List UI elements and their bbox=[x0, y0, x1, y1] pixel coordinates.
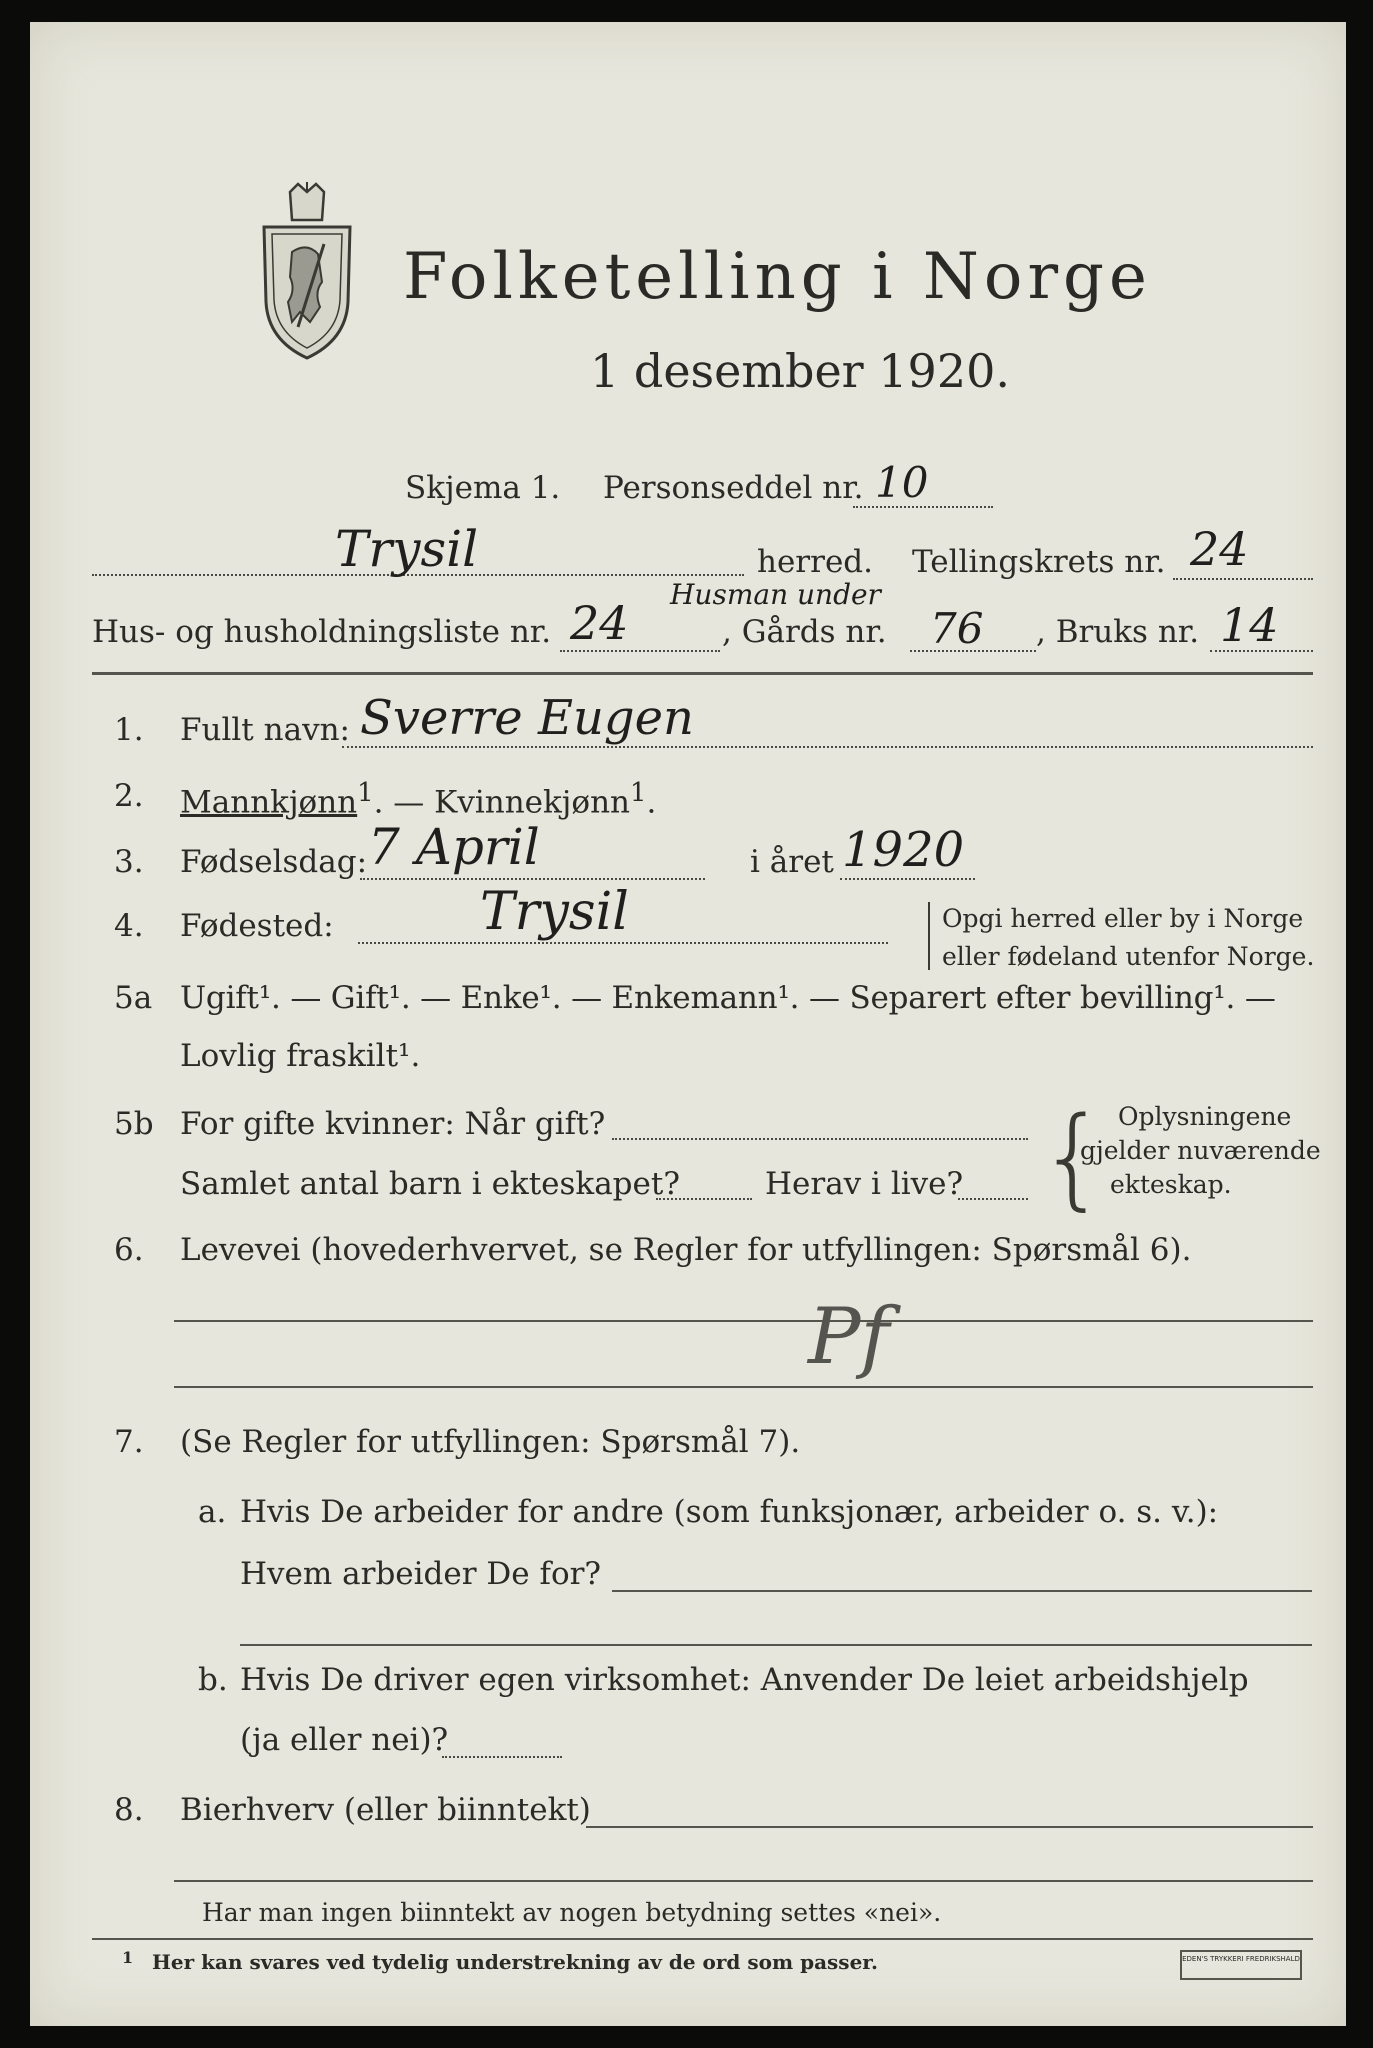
household-annotation: Husman under bbox=[670, 578, 881, 611]
schema-label: Skjema 1. bbox=[405, 470, 561, 506]
q2-options: Mannkjønn$^1$. — Kvinnekjønn$^1$. bbox=[180, 778, 657, 821]
q7b-line2: (ja eller nei)? bbox=[240, 1722, 449, 1758]
footnote-text: Her kan svares ved tydelig understrekning av de ord som passer. bbox=[152, 1950, 878, 1974]
q7a-answer-line2 bbox=[240, 1644, 1312, 1646]
q5b-note-line2: gjelder nuværende bbox=[1080, 1136, 1321, 1165]
q5a-options-line2: Lovlig fraskilt¹. bbox=[180, 1038, 421, 1074]
footnote-mark: 1 bbox=[122, 1948, 134, 1967]
q3-number: 3. bbox=[114, 844, 144, 880]
q2-end: . bbox=[646, 784, 657, 821]
q7a-line2: Hvem arbeider De for? bbox=[240, 1556, 602, 1592]
q5b-alive-label: Herav i live? bbox=[765, 1166, 964, 1202]
q8-answer-line2 bbox=[174, 1880, 1313, 1882]
q7a-line1: Hvis De arbeider for andre (som funksjonær, arbeider o. s. v.): bbox=[240, 1494, 1219, 1530]
q4-note-line1: Opgi herred eller by i Norge bbox=[942, 904, 1304, 933]
bottom-note: Har man ingen biinntekt av nogen betydning settes «nei». bbox=[202, 1898, 942, 1927]
q4-line bbox=[358, 942, 888, 944]
q5b-children-label: Samlet antal barn i ekteskapet? bbox=[180, 1166, 680, 1202]
tellingskrets-value[interactable]: 24 bbox=[1190, 522, 1249, 576]
q5b-note-line3: ekteskap. bbox=[1110, 1170, 1232, 1199]
footnote-divider bbox=[92, 1938, 1313, 1940]
q5b-married-line bbox=[612, 1138, 1028, 1140]
household-list-value[interactable]: 24 bbox=[570, 596, 629, 650]
q5b-alive-line bbox=[958, 1198, 1028, 1200]
q2-separator: . — bbox=[373, 784, 435, 821]
q5b-number: 5b bbox=[114, 1106, 154, 1142]
q3-year-value[interactable]: 1920 bbox=[842, 822, 965, 878]
q7b-line1: Hvis De driver egen virksomhet: Anvender De leiet arbeidshjelp bbox=[240, 1662, 1249, 1698]
q3-date-line bbox=[360, 878, 705, 880]
household-list-label: Hus- og husholdningsliste nr. bbox=[92, 614, 552, 650]
q1-line bbox=[342, 746, 1313, 748]
q6-answer-line1 bbox=[174, 1320, 1313, 1322]
q5a-number: 5a bbox=[114, 980, 153, 1016]
q7a-letter: a. bbox=[198, 1494, 227, 1530]
bruks-label: , Bruks nr. bbox=[1036, 614, 1200, 650]
q7-label: (Se Regler for utfyllingen: Spørsmål 7). bbox=[180, 1424, 801, 1460]
q5b-children-line bbox=[656, 1198, 752, 1200]
printer-stamp: EDEN'S TRYKKERI FREDRIKSHALD bbox=[1180, 1950, 1302, 1980]
norwegian-coat-of-arms-icon bbox=[252, 182, 362, 362]
q8-answer-line1 bbox=[586, 1826, 1313, 1828]
q4-note-bracket bbox=[928, 902, 930, 970]
q5b-note-line1: Oplysningene bbox=[1118, 1102, 1292, 1131]
q3-year-label: i året bbox=[750, 844, 834, 880]
q4-value[interactable]: Trysil bbox=[480, 882, 629, 942]
census-form-page bbox=[30, 22, 1346, 2026]
gards-value[interactable]: 76 bbox=[930, 604, 984, 653]
q1-number: 1. bbox=[114, 712, 144, 748]
form-date: 1 desember 1920. bbox=[590, 344, 1010, 398]
personseddel-value[interactable]: 10 bbox=[875, 458, 929, 507]
form-title: Folketelling i Norge bbox=[403, 240, 1152, 314]
tellingskrets-line bbox=[1173, 578, 1313, 580]
q5b-line1: For gifte kvinner: Når gift? bbox=[180, 1106, 606, 1142]
q7b-letter: b. bbox=[198, 1662, 228, 1698]
q4-number: 4. bbox=[114, 908, 144, 944]
q8-number: 8. bbox=[114, 1792, 144, 1828]
q7-number: 7. bbox=[114, 1424, 144, 1460]
personseddel-label: Personseddel nr. bbox=[603, 470, 864, 506]
q4-label: Fødested: bbox=[180, 908, 334, 944]
q1-value[interactable]: Sverre Eugen bbox=[360, 690, 694, 746]
herred-label: herred. bbox=[757, 544, 873, 580]
q6-value[interactable]: Pf bbox=[808, 1292, 890, 1382]
q8-label: Bierhverv (eller biinntekt) bbox=[180, 1792, 591, 1828]
q4-note-line2: eller fødeland utenfor Norge. bbox=[942, 942, 1315, 971]
q2-female-option[interactable]: Kvinnekjønn bbox=[434, 784, 631, 821]
q1-label: Fullt navn: bbox=[180, 712, 350, 748]
tellingskrets-label: Tellingskrets nr. bbox=[912, 544, 1166, 580]
household-list-line bbox=[560, 650, 720, 652]
q6-label: Levevei (hovederhvervet, se Regler for utfyllingen: Spørsmål 6). bbox=[180, 1232, 1192, 1268]
bruks-value[interactable]: 14 bbox=[1220, 598, 1279, 652]
q3-label: Fødselsdag: bbox=[180, 844, 368, 880]
q5b-note-brace: { bbox=[1038, 1093, 1108, 1221]
q7b-line bbox=[442, 1756, 562, 1758]
header-divider bbox=[92, 672, 1313, 675]
herred-value[interactable]: Trysil bbox=[335, 520, 479, 578]
q2-number: 2. bbox=[114, 778, 144, 814]
q3-date-value[interactable]: 7 April bbox=[368, 818, 540, 876]
q2-male-option[interactable]: Mannkjønn bbox=[180, 784, 358, 821]
q5a-options-line1: Ugift¹. — Gift¹. — Enke¹. — Enkemann¹. — Separert efter bevilling¹. — bbox=[180, 980, 1276, 1016]
q3-year-line bbox=[840, 878, 975, 880]
q6-number: 6. bbox=[114, 1232, 144, 1268]
q7a-answer-line1 bbox=[612, 1590, 1312, 1592]
q6-answer-line2 bbox=[174, 1386, 1313, 1388]
gards-label: , Gårds nr. bbox=[722, 614, 887, 650]
